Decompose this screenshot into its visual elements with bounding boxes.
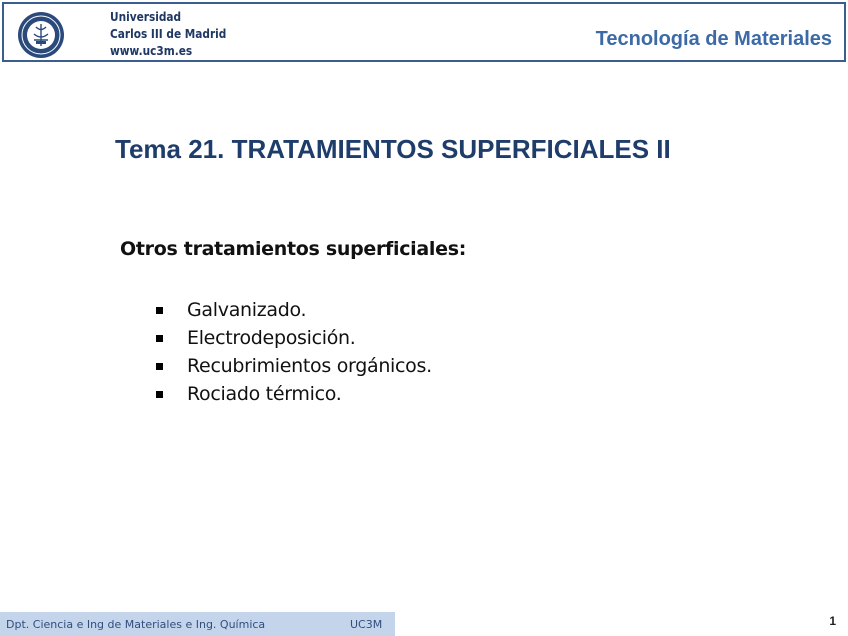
- university-line-2: Carlos III de Madrid: [110, 27, 227, 41]
- list-item: [156, 352, 432, 380]
- course-subject: Tecnología de Materiales: [595, 28, 832, 50]
- square-bullet-icon: [156, 391, 163, 398]
- university-url: www.uc3m.es: [110, 44, 193, 58]
- footer-university: UC3M: [350, 618, 383, 631]
- square-bullet-icon: [156, 335, 163, 342]
- list-item-text: Electrodeposición.: [187, 327, 356, 349]
- list-item-text: Rociado térmico.: [187, 383, 342, 405]
- footer-department: Dpt. Ciencia e Ing de Materiales e Ing. Química: [6, 618, 266, 631]
- slide-title: Tema 21. TRATAMIENTOS SUPERFICIALES II: [115, 134, 671, 164]
- list-item-text: Galvanizado.: [187, 299, 307, 321]
- university-line-1: Universidad: [110, 10, 182, 24]
- page-number: 1: [829, 614, 836, 628]
- treatment-list: [156, 296, 432, 408]
- square-bullet-icon: [156, 307, 163, 314]
- section-subheading: Otros tratamientos superficiales:: [120, 238, 467, 260]
- list-item-text: Recubrimientos orgánicos.: [187, 355, 432, 377]
- footer-bar: [0, 612, 395, 636]
- list-item: [156, 324, 432, 352]
- list-item: [156, 296, 432, 324]
- list-item: [156, 380, 432, 408]
- uc3m-seal-icon: [12, 10, 70, 60]
- university-name: [110, 9, 242, 60]
- slide-header: [2, 2, 846, 62]
- square-bullet-icon: [156, 363, 163, 370]
